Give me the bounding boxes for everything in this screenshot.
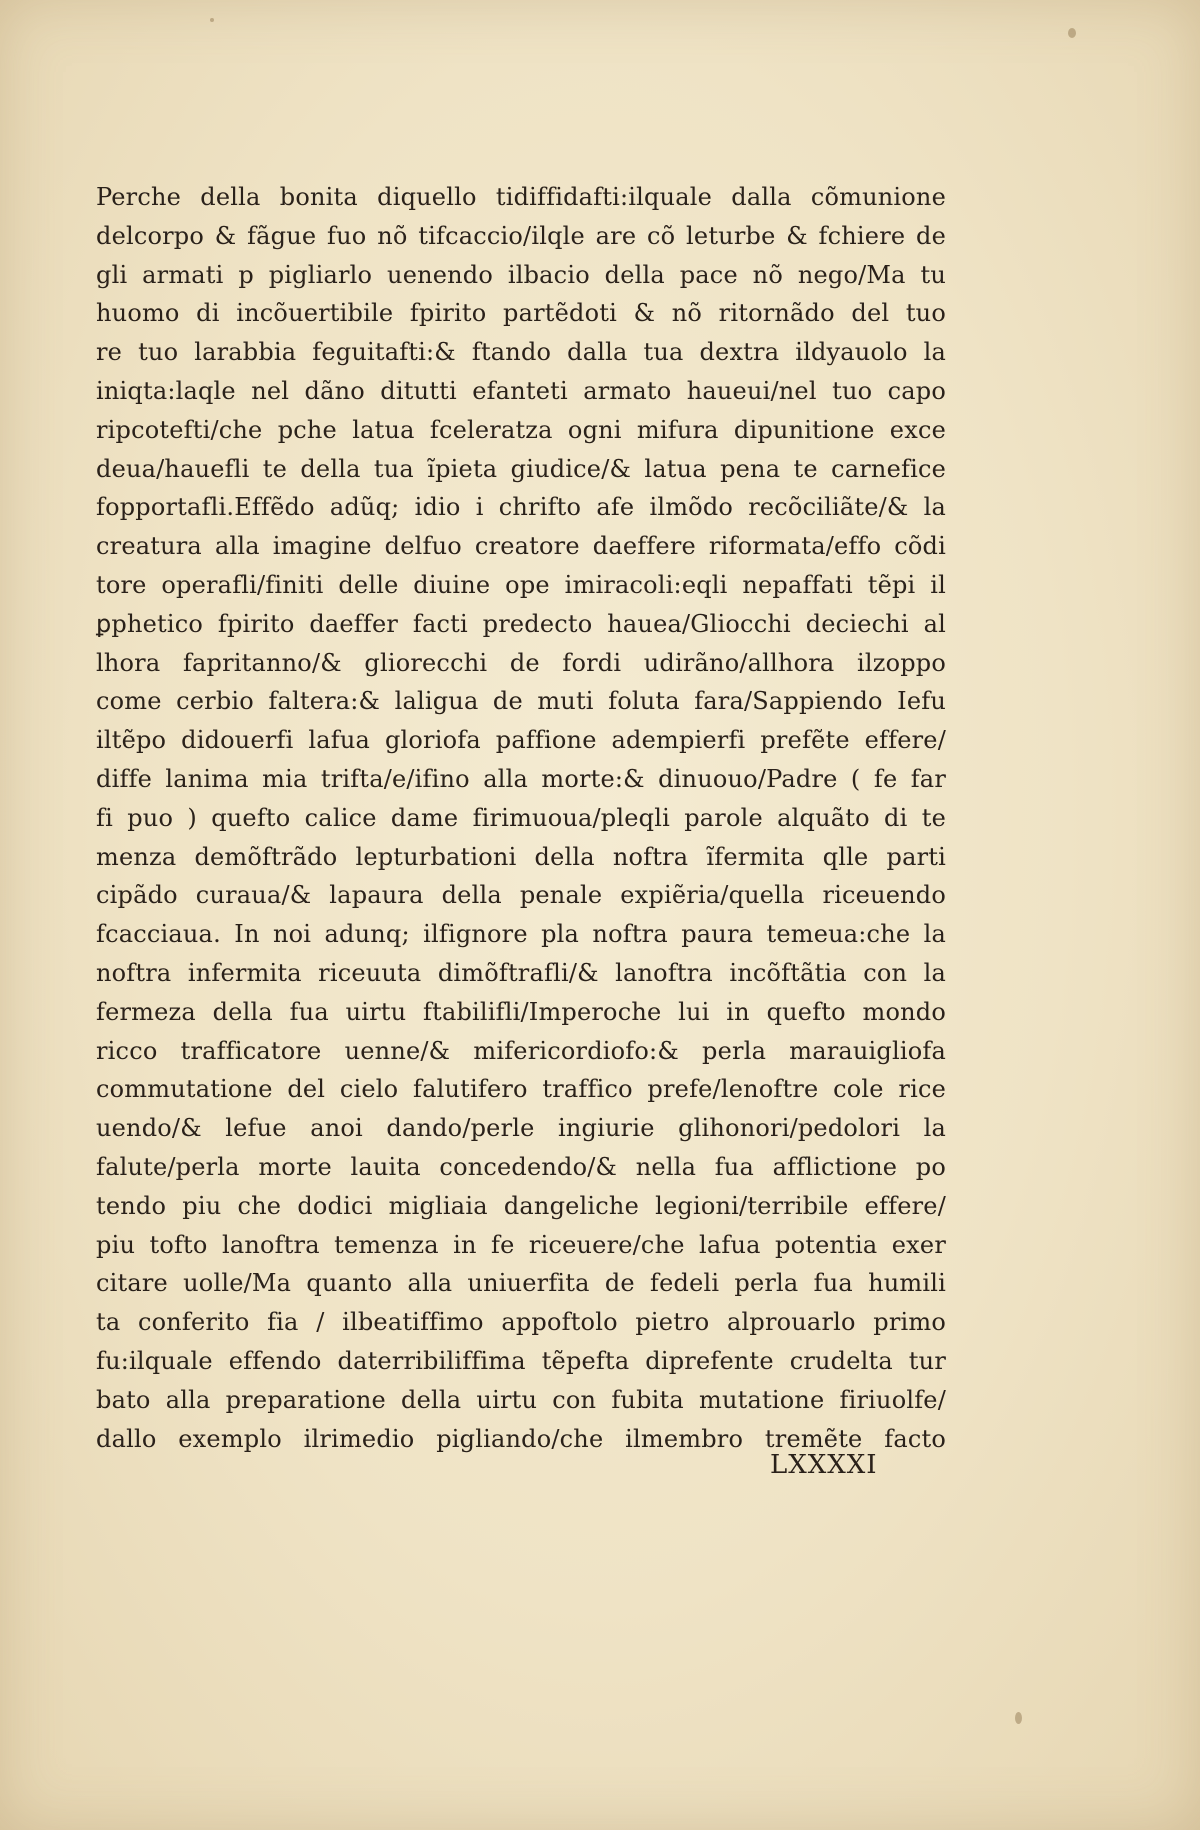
text-line: gli armati p pigliarlo uenendo ilbacio della pace nõ nego/Ma tu <box>96 260 946 289</box>
folio-number: LXXXXI <box>770 1450 878 1480</box>
ink-spot <box>1068 28 1076 38</box>
text-line: lhora fapritanno/& gliorecchi de fordi udirãno/allhora ilzoppo <box>96 648 946 677</box>
text-line: tore operafli/finiti delle diuine ope imiracoli:eqli nepaffati tẽpi il <box>96 570 946 599</box>
text-line: ꝑphetico fpirito daeffer facti predecto hauea/Gliocchi deciechi al <box>96 609 946 638</box>
text-line: menza demõftrãdo lepturbationi della noftra ĩfermita qlle parti <box>96 842 946 871</box>
page-text-block <box>96 178 946 1458</box>
text-line: delcorpo & fãgue fuo nõ tifcaccio/ilqle are cõ leturbe & fchiere de <box>96 221 946 250</box>
text-line: ricco trafficatore uenne/& mifericordiofo:& perla marauigliofa <box>96 1036 946 1065</box>
text-line: creatura alla imagine delfuo creatore daeffere riformata/effo cõdi <box>96 532 946 561</box>
text-line: bato alla preparatione della uirtu con fubita mutatione firiuolfe/ <box>96 1385 946 1414</box>
text-line: commutatione del cielo falutifero traffico prefe/lenoftre cole rice <box>96 1075 946 1104</box>
text-line: dallo exemplo ilrimedio pigliando/che ilmembro tremẽte facto <box>96 1424 946 1453</box>
text-line: piu tofto lanoftra temenza in fe riceuere/che lafua potentia exer <box>96 1230 946 1259</box>
text-line: fermeza della fua uirtu ftabilifli/Imperoche lui in quefto mondo <box>96 997 946 1026</box>
text-line: fopportafli.Effẽdo adũq; idio i chrifto afe ilmõdo recõciliãte/& la <box>96 493 946 522</box>
text-line: ripcotefti/che pche latua fceleratza ogni mifura dipunitione exce <box>96 415 946 444</box>
text-line: huomo di incõuertibile fpirito partẽdoti & nõ ritornãdo del tuo <box>96 299 946 328</box>
text-line: noftra infermita riceuuta dimõftrafli/& lanoftra incõftãtia con la <box>96 958 946 987</box>
text-line: ta conferito fia / ilbeatiffimo appoftolo pietro alprouarlo primo <box>96 1308 946 1337</box>
text-line: uendo/& lefue anoi dando/perle ingiurie glihonori/pedolori la <box>96 1114 946 1143</box>
text-line: fu:ilquale effendo daterribiliffima tẽpefta diprefente crudelta tur <box>96 1346 946 1375</box>
text-line: cipãdo curaua/& lapaura della penale expiẽria/quella riceuendo <box>96 881 946 910</box>
text-line: come cerbio faltera:& laligua de muti foluta fara/Sappiendo Iefu <box>96 687 946 716</box>
text-line: fcacciaua. In noi adunq; ilfignore pla noftra paura temeua:che la <box>96 920 946 949</box>
text-line: re tuo larabbia feguitafti:& ftando dalla tua dextra ildyauolo la <box>96 338 946 367</box>
text-line: diffe lanima mia trifta/e/ifino alla morte:& dinuouo/Padre ( fe far <box>96 764 946 793</box>
text-line: citare uolle/Ma quanto alla uniuerfita de fedeli perla fua humili <box>96 1269 946 1298</box>
text-line: deua/hauefli te della tua ĩpieta giudice/& latua pena te carnefice <box>96 454 946 483</box>
text-line: falute/perla morte lauita concedendo/& nella fua afflictione po <box>96 1152 946 1181</box>
text-line: tendo piu che dodici migliaia dangeliche legioni/terribile effere/ <box>96 1191 946 1220</box>
ink-spot <box>1015 1712 1022 1724</box>
ink-spot <box>210 18 214 22</box>
text-line: fi puo ) quefto calice dame firimuoua/pleqli parole alquãto di te <box>96 803 946 832</box>
text-line: iniqta:laqle nel dãno ditutti efanteti armato haueui/nel tuo capo <box>96 376 946 405</box>
text-line: iltẽpo didouerfi lafua gloriofa paffione adempierfi prefẽte effere/ <box>96 726 946 755</box>
text-line: Perche della bonita diquello tidiffidafti:ilquale dalla cõmunione <box>96 183 946 211</box>
